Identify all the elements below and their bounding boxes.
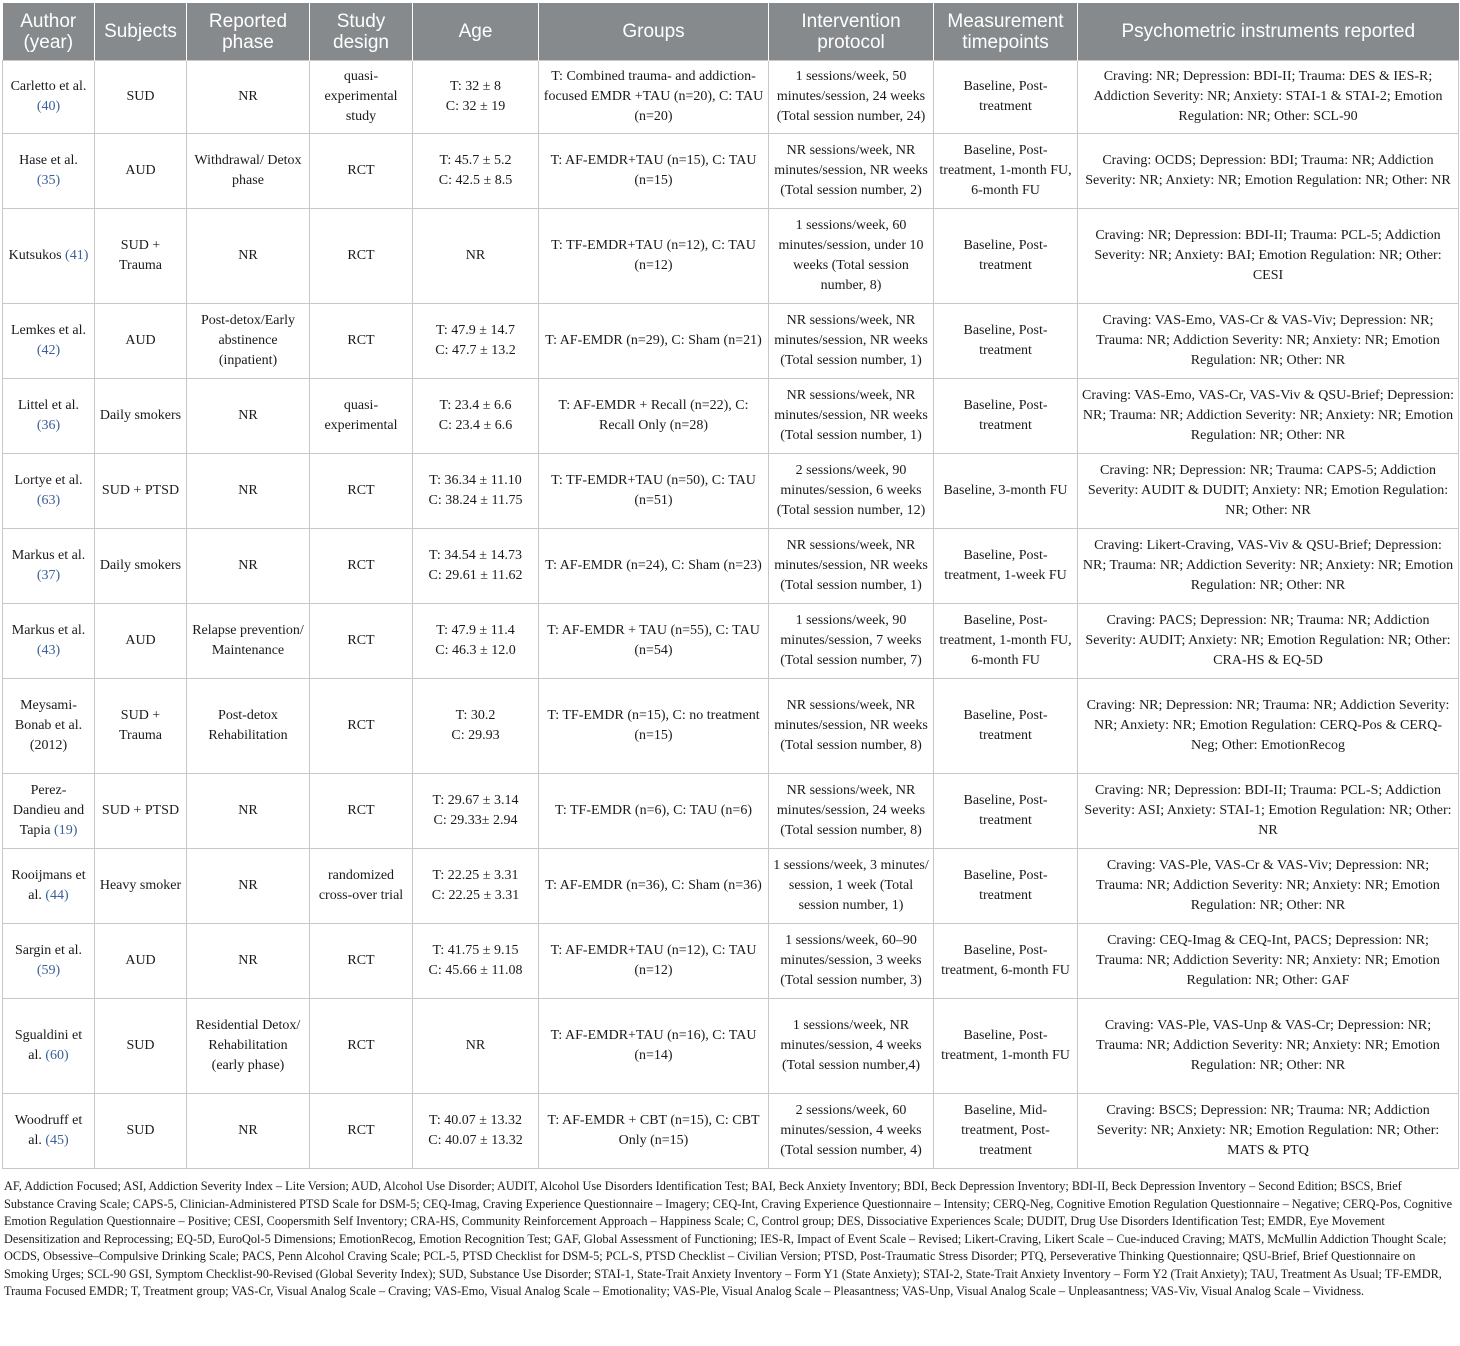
table-body: [3, 61, 1459, 1169]
age-treatment: NR: [465, 1038, 486, 1053]
cell-instruments: Craving: NR; Depression: BDI-II; Trauma: DES & IES-R; Addiction Severity: NR; Anxiety: STAI-1 & STAI-2; Emotion Regulation: NR; Other: SCL-90: [1078, 61, 1459, 134]
reference-link[interactable]: (42): [36, 343, 61, 358]
age-treatment: T: 34.54 ± 14.73: [429, 548, 522, 563]
cell-protocol: 2 sessions/week, 90 minutes/session, 6 weeks (Total session number, 12): [769, 454, 934, 529]
age-treatment: T: 36.34 ± 11.10: [429, 473, 522, 488]
author-name: Perez-Dandieu and Tapia: [12, 783, 85, 838]
cell-design: RCT: [310, 604, 413, 679]
cell-phase: Post-detox Rehabilitation: [187, 679, 310, 774]
author-name: Kutsukos: [8, 248, 62, 263]
cell-groups: T: AF-EMDR + Recall (n=22), C: Recall Only (n=28): [539, 379, 769, 454]
cell-subjects: Daily smokers: [95, 529, 187, 604]
reference-link[interactable]: (19): [54, 823, 78, 838]
reference-link[interactable]: (44): [45, 888, 69, 903]
cell-author: [3, 454, 95, 529]
cell-groups: T: Combined trauma- and addiction-focused EMDR +TAU (n=20), C: TAU (n=20): [539, 61, 769, 134]
cell-instruments: Craving: VAS-Ple, VAS-Cr & VAS-Viv; Depression: NR; Trauma: NR; Addiction Severity: NR; Anxiety: NR; Emotion Regulation: NR; Other: NR: [1078, 849, 1459, 924]
age-control: C: 32 ± 19: [445, 99, 506, 114]
cell-phase: Residential Detox/ Rehabilitation (early phase): [187, 999, 310, 1094]
cell-groups: T: AF-EMDR+TAU (n=12), C: TAU (n=12): [539, 924, 769, 999]
cell-age: [413, 209, 539, 304]
cell-design: RCT: [310, 1094, 413, 1169]
age-control: C: 29.33± 2.94: [433, 813, 518, 828]
cell-subjects: SUD: [95, 999, 187, 1094]
author-name: Lortye et al.: [14, 473, 83, 488]
table-row: [3, 209, 1459, 304]
header-subjects: Subjects: [95, 3, 187, 61]
header-phase: Reported phase: [187, 3, 310, 61]
header-author: Author (year): [3, 3, 95, 61]
age-control: C: 42.5 ± 8.5: [438, 173, 513, 188]
table-row: [3, 679, 1459, 774]
author-name: Markus et al.: [11, 623, 86, 638]
cell-protocol: 1 sessions/week, NR minutes/session, 4 weeks (Total session number,4): [769, 999, 934, 1094]
cell-instruments: Craving: VAS-Emo, VAS-Cr & VAS-Viv; Depression: NR; Trauma: NR; Addiction Severity: NR; Anxiety: NR; Emotion Regulation: NR; Other: NR: [1078, 304, 1459, 379]
cell-timepoints: Baseline, 3-month FU: [934, 454, 1078, 529]
cell-timepoints: Baseline, Post-treatment: [934, 849, 1078, 924]
cell-groups: T: AF-EMDR (n=36), C: Sham (n=36): [539, 849, 769, 924]
cell-age: [413, 679, 539, 774]
cell-timepoints: Baseline, Post-treatment, 1-month FU, 6-month FU: [934, 604, 1078, 679]
age-treatment: T: 40.07 ± 13.32: [429, 1113, 522, 1128]
cell-subjects: SUD + PTSD: [95, 454, 187, 529]
cell-design: RCT: [310, 999, 413, 1094]
cell-protocol: 1 sessions/week, 60–90 minutes/session, 3 weeks (Total session number, 3): [769, 924, 934, 999]
cell-age: [413, 61, 539, 134]
age-control: C: 29.61 ± 11.62: [428, 568, 523, 583]
reference-link[interactable]: (37): [36, 568, 61, 583]
reference-link[interactable]: (63): [36, 493, 61, 508]
cell-timepoints: Baseline, Post-treatment: [934, 679, 1078, 774]
cell-phase: NR: [187, 924, 310, 999]
studies-table: [2, 3, 1459, 1169]
cell-design: RCT: [310, 529, 413, 604]
cell-phase: NR: [187, 1094, 310, 1169]
cell-instruments: Craving: VAS-Ple, VAS-Unp & VAS-Cr; Depression: NR; Trauma: NR; Addiction Severity: NR; Anxiety: NR; Emotion Regulation: NR; Other: NR: [1078, 999, 1459, 1094]
cell-instruments: Craving: VAS-Emo, VAS-Cr, VAS-Viv & QSU-Brief; Depression: NR; Trauma: NR; Addiction Severity: NR; Anxiety: NR; Emotion Regulation: NR; Other: NR: [1078, 379, 1459, 454]
cell-groups: T: AF-EMDR+TAU (n=15), C: TAU (n=15): [539, 134, 769, 209]
header-groups: Groups: [539, 3, 769, 61]
cell-phase: Post-detox/Early abstinence (inpatient): [187, 304, 310, 379]
cell-phase: NR: [187, 529, 310, 604]
cell-author: [3, 1094, 95, 1169]
cell-timepoints: Baseline, Post-treatment, 1-month FU: [934, 999, 1078, 1094]
cell-age: [413, 1094, 539, 1169]
reference-link[interactable]: (45): [45, 1133, 69, 1148]
table-row: [3, 454, 1459, 529]
author-name: Meysami-Bonab et al. (2012): [14, 698, 83, 753]
cell-age: [413, 849, 539, 924]
reference-link[interactable]: (41): [65, 248, 89, 263]
author-name: Carletto et al.: [10, 79, 87, 94]
cell-protocol: NR sessions/week, NR minutes/session, 24 weeks (Total session number, 8): [769, 774, 934, 849]
age-control: C: 38.24 ± 11.75: [428, 493, 523, 508]
cell-author: [3, 304, 95, 379]
table-footnote: AF, Addiction Focused; ASI, Addiction Severity Index – Lite Version; AUD, Alcohol Use Disorder; AUDIT, Alcohol Use Disorders Identification Test; BAI, Beck Anxiety Inventory; BDI, Beck Depression Inventory; BDI-II, Beck Depression Inventory – Second Edition; BSCS, Brief Substance Craving Scale; CAPS-5, Clinician-Administered PTSD Scale for DSM-5; CEQ-Imag, Craving Experience Questionnaire – Imagery; CEQ-Int, Craving Experience Questionnaire – Intensity; CERQ-Neg, Cognitive Emotion Regulation Questionnaire – Negative; CERQ-Pos, Cognitive Emotion Regulation Questionnaire – Positive; CESI, Coopersmith Self Inventory; CRA-HS, Community Reinforcement Approach – Happiness Scale; C, Control group; DES, Dissociative Experiences Scale; DUDIT, Drug Use Disorders Identification Test; EMDR, Eye Movement Desensitization and Reprocessing; EQ-5D, EuroQol-5 Dimensions; EmotionRecog, Emotion Recognition Test; GAF, Global Assessment of Functioning; IES-R, Impact of Event Scale – Revised; Likert-Craving, Likert Scale – Cue-induced Craving; MATS, McMullin Addiction Thought Scale; OCDS, Obsessive–Compulsive Drinking Scale; PACS, Penn Alcohol Craving Scale; PCL-5, PTSD Checklist for DSM-5; PCL-S, PTSD Checklist – Civilian Version; PTSD, Post-Traumatic Stress Disorder; PTQ, Perseverative Thinking Questionnaire; QSU-Brief, Brief Questionnaire on Smoking Urges; SCL-90 GSI, Symptom Checklist-90-Revised (Global Severity Index); SUD, Substance Use Disorder; STAI-1, State-Trait Anxiety Inventory – Form Y1 (State Anxiety); STAI-2, State-Trait Anxiety Inventory – Form Y2 (Trait Anxiety); TAU, Treatment As Usual; TF-EMDR, Trauma Focused EMDR; T, Treatment group; VAS-Cr, Visual Analog Scale – Craving; VAS-Emo, Visual Analog Scale – Emotionality; VAS-Ple, Visual Analog Scale – Pleasantness; VAS-Unp, Visual Analog Scale – Unpleasantness; VAS-Viv, Visual Analog Scale – Vividness.: [4, 1179, 1453, 1298]
table-row: [3, 774, 1459, 849]
cell-timepoints: Baseline, Post-treatment: [934, 61, 1078, 134]
cell-age: [413, 134, 539, 209]
age-treatment: T: 22.25 ± 3.31: [432, 868, 519, 883]
cell-subjects: AUD: [95, 924, 187, 999]
reference-link[interactable]: (60): [45, 1048, 69, 1063]
cell-age: [413, 774, 539, 849]
cell-design: RCT: [310, 134, 413, 209]
cell-instruments: Craving: BSCS; Depression: NR; Trauma: NR; Addiction Severity: NR; Anxiety: NR; Emotion Regulation: NR; Other: MATS & PTQ: [1078, 1094, 1459, 1169]
author-name: Hase et al.: [19, 153, 78, 168]
header-instruments: Psychometric instruments reported: [1078, 3, 1459, 61]
cell-protocol: NR sessions/week, NR minutes/session, NR weeks (Total session number, 1): [769, 529, 934, 604]
header-design: Study design: [310, 3, 413, 61]
cell-design: RCT: [310, 209, 413, 304]
cell-author: [3, 849, 95, 924]
cell-phase: Withdrawal/ Detox phase: [187, 134, 310, 209]
age-treatment: NR: [465, 248, 486, 263]
cell-phase: NR: [187, 849, 310, 924]
cell-phase: NR: [187, 61, 310, 134]
age-control: C: 46.3 ± 12.0: [435, 643, 516, 658]
table-row: [3, 379, 1459, 454]
table-row: [3, 61, 1459, 134]
cell-phase: NR: [187, 774, 310, 849]
cell-subjects: Daily smokers: [95, 379, 187, 454]
cell-protocol: 1 sessions/week, 3 minutes/ session, 1 week (Total session number, 1): [769, 849, 934, 924]
cell-age: [413, 454, 539, 529]
cell-groups: T: TF-EMDR+TAU (n=50), C: TAU (n=51): [539, 454, 769, 529]
age-control: C: 23.4 ± 6.6: [438, 418, 513, 433]
age-treatment: T: 32 ± 8: [450, 79, 501, 94]
cell-phase: NR: [187, 209, 310, 304]
table-row: [3, 1094, 1459, 1169]
cell-design: RCT: [310, 454, 413, 529]
table-row: [3, 304, 1459, 379]
cell-protocol: NR sessions/week, NR minutes/session, NR weeks (Total session number, 1): [769, 379, 934, 454]
cell-design: quasi-experimental: [310, 379, 413, 454]
cell-groups: T: TF-EMDR (n=15), C: no treatment (n=15): [539, 679, 769, 774]
reference-link[interactable]: (35): [36, 173, 61, 188]
cell-design: RCT: [310, 774, 413, 849]
age-treatment: T: 45.7 ± 5.2: [439, 153, 512, 168]
cell-timepoints: Baseline, Post-treatment, 1-week FU: [934, 529, 1078, 604]
cell-age: [413, 304, 539, 379]
cell-subjects: AUD: [95, 304, 187, 379]
cell-groups: T: AF-EMDR + CBT (n=15), C: CBT Only (n=15): [539, 1094, 769, 1169]
author-name: Lemkes et al.: [10, 323, 87, 338]
cell-groups: T: AF-EMDR (n=29), C: Sham (n=21): [539, 304, 769, 379]
reference-link[interactable]: (36): [36, 418, 61, 433]
reference-link[interactable]: (43): [36, 643, 61, 658]
cell-protocol: NR sessions/week, NR minutes/session, NR weeks (Total session number, 1): [769, 304, 934, 379]
cell-protocol: NR sessions/week, NR minutes/session, NR weeks (Total session number, 2): [769, 134, 934, 209]
cell-instruments: Craving: NR; Depression: NR; Trauma: CAPS-5; Addiction Severity: AUDIT & DUDIT; Anxiety: NR; Emotion Regulation: NR; Other: NR: [1078, 454, 1459, 529]
age-treatment: T: 47.9 ± 11.4: [436, 623, 515, 638]
cell-protocol: 1 sessions/week, 50 minutes/session, 24 weeks (Total session number, 24): [769, 61, 934, 134]
cell-instruments: Craving: NR; Depression: NR; Trauma: NR; Addiction Severity: NR; Anxiety: NR; Emotion Regulation: CERQ-Pos & CERQ-Neg; Other: EmotionRecog: [1078, 679, 1459, 774]
author-name: Sargin et al.: [14, 943, 82, 958]
cell-subjects: AUD: [95, 134, 187, 209]
cell-phase: NR: [187, 379, 310, 454]
age-control: C: 29.93: [451, 728, 500, 743]
cell-timepoints: Baseline, Mid-treatment, Post-treatment: [934, 1094, 1078, 1169]
header-protocol: Intervention protocol: [769, 3, 934, 61]
age-treatment: T: 23.4 ± 6.6: [439, 398, 512, 413]
cell-timepoints: Baseline, Post-treatment, 1-month FU, 6-month FU: [934, 134, 1078, 209]
cell-design: randomized cross-over trial: [310, 849, 413, 924]
cell-groups: T: AF-EMDR + TAU (n=55), C: TAU (n=54): [539, 604, 769, 679]
cell-design: quasi-experimental study: [310, 61, 413, 134]
age-control: C: 45.66 ± 11.08: [428, 963, 523, 978]
table-row: [3, 134, 1459, 209]
reference-link[interactable]: (59): [36, 963, 61, 978]
table-row: [3, 849, 1459, 924]
cell-instruments: Craving: OCDS; Depression: BDI; Trauma: NR; Addiction Severity: NR; Anxiety: NR; Emotion Regulation: NR; Other: NR: [1078, 134, 1459, 209]
cell-design: RCT: [310, 924, 413, 999]
cell-phase: NR: [187, 454, 310, 529]
cell-subjects: SUD: [95, 1094, 187, 1169]
cell-groups: T: TF-EMDR (n=6), C: TAU (n=6): [539, 774, 769, 849]
cell-subjects: AUD: [95, 604, 187, 679]
age-treatment: T: 41.75 ± 9.15: [432, 943, 519, 958]
age-treatment: T: 30.2: [455, 708, 496, 723]
cell-author: [3, 209, 95, 304]
cell-author: [3, 774, 95, 849]
cell-protocol: NR sessions/week, NR minutes/session, NR weeks (Total session number, 8): [769, 679, 934, 774]
cell-subjects: Heavy smoker: [95, 849, 187, 924]
header-age: Age: [413, 3, 539, 61]
cell-timepoints: Baseline, Post-treatment: [934, 774, 1078, 849]
author-name: Sgualdini et al.: [14, 1028, 83, 1063]
cell-age: [413, 924, 539, 999]
cell-author: [3, 679, 95, 774]
cell-author: [3, 529, 95, 604]
cell-subjects: SUD + PTSD: [95, 774, 187, 849]
cell-timepoints: Baseline, Post-treatment: [934, 379, 1078, 454]
cell-subjects: SUD + Trauma: [95, 209, 187, 304]
cell-author: [3, 604, 95, 679]
author-name: Woodruff et al.: [14, 1113, 83, 1148]
age-control: C: 47.7 ± 13.2: [435, 343, 516, 358]
cell-protocol: 1 sessions/week, 60 minutes/session, under 10 weeks (Total session number, 8): [769, 209, 934, 304]
age-treatment: T: 47.9 ± 14.7: [436, 323, 515, 338]
table-row: [3, 999, 1459, 1094]
cell-age: [413, 604, 539, 679]
cell-groups: T: TF-EMDR+TAU (n=12), C: TAU (n=12): [539, 209, 769, 304]
cell-design: RCT: [310, 304, 413, 379]
age-control: C: 22.25 ± 3.31: [431, 888, 520, 903]
cell-instruments: Craving: NR; Depression: BDI-II; Trauma: PCL-S; Addiction Severity: ASI; Anxiety: STAI-1; Emotion Regulation: NR; Other: NR: [1078, 774, 1459, 849]
cell-author: [3, 999, 95, 1094]
cell-timepoints: Baseline, Post-treatment, 6-month FU: [934, 924, 1078, 999]
cell-subjects: SUD: [95, 61, 187, 134]
cell-subjects: SUD + Trauma: [95, 679, 187, 774]
reference-link[interactable]: (40): [36, 99, 61, 114]
cell-age: [413, 529, 539, 604]
cell-timepoints: Baseline, Post-treatment: [934, 304, 1078, 379]
cell-groups: T: AF-EMDR+TAU (n=16), C: TAU (n=14): [539, 999, 769, 1094]
table-header: [3, 3, 1459, 61]
author-name: Rooijmans et al.: [11, 868, 86, 903]
header-timepoints: Measurement timepoints: [934, 3, 1078, 61]
cell-timepoints: Baseline, Post-treatment: [934, 209, 1078, 304]
age-treatment: T: 29.67 ± 3.14: [432, 793, 519, 808]
cell-instruments: Craving: PACS; Depression: NR; Trauma: NR; Addiction Severity: AUDIT; Anxiety: NR; Emotion Regulation: NR; Other: CRA-HS & EQ-5D: [1078, 604, 1459, 679]
cell-instruments: Craving: NR; Depression: BDI-II; Trauma: PCL-5; Addiction Severity: NR; Anxiety: BAI; Emotion Regulation: NR; Other: CESI: [1078, 209, 1459, 304]
cell-design: RCT: [310, 679, 413, 774]
cell-instruments: Craving: CEQ-Imag & CEQ-Int, PACS; Depression: NR; Trauma: NR; Addiction Severity: NR; Anxiety: NR; Emotion Regulation: NR; Other: GAF: [1078, 924, 1459, 999]
author-name: Littel et al.: [17, 398, 80, 413]
cell-protocol: 1 sessions/week, 90 minutes/session, 7 weeks (Total session number, 7): [769, 604, 934, 679]
cell-groups: T: AF-EMDR (n=24), C: Sham (n=23): [539, 529, 769, 604]
age-control: C: 40.07 ± 13.32: [428, 1133, 523, 1148]
cell-phase: Relapse prevention/ Maintenance: [187, 604, 310, 679]
cell-instruments: Craving: Likert-Craving, VAS-Viv & QSU-Brief; Depression: NR; Trauma: NR; Addiction Severity: NR; Anxiety: NR; Emotion Regulation: NR; Other: NR: [1078, 529, 1459, 604]
table-row: [3, 529, 1459, 604]
cell-age: [413, 379, 539, 454]
cell-author: [3, 134, 95, 209]
cell-age: [413, 999, 539, 1094]
table-row: [3, 604, 1459, 679]
author-name: Markus et al.: [11, 548, 86, 563]
document-page: [0, 3, 1460, 1301]
table-row: [3, 924, 1459, 999]
cell-protocol: 2 sessions/week, 60 minutes/session, 4 weeks (Total session number, 4): [769, 1094, 934, 1169]
header-row: [3, 3, 1459, 61]
cell-author: [3, 379, 95, 454]
cell-author: [3, 61, 95, 134]
cell-author: [3, 924, 95, 999]
